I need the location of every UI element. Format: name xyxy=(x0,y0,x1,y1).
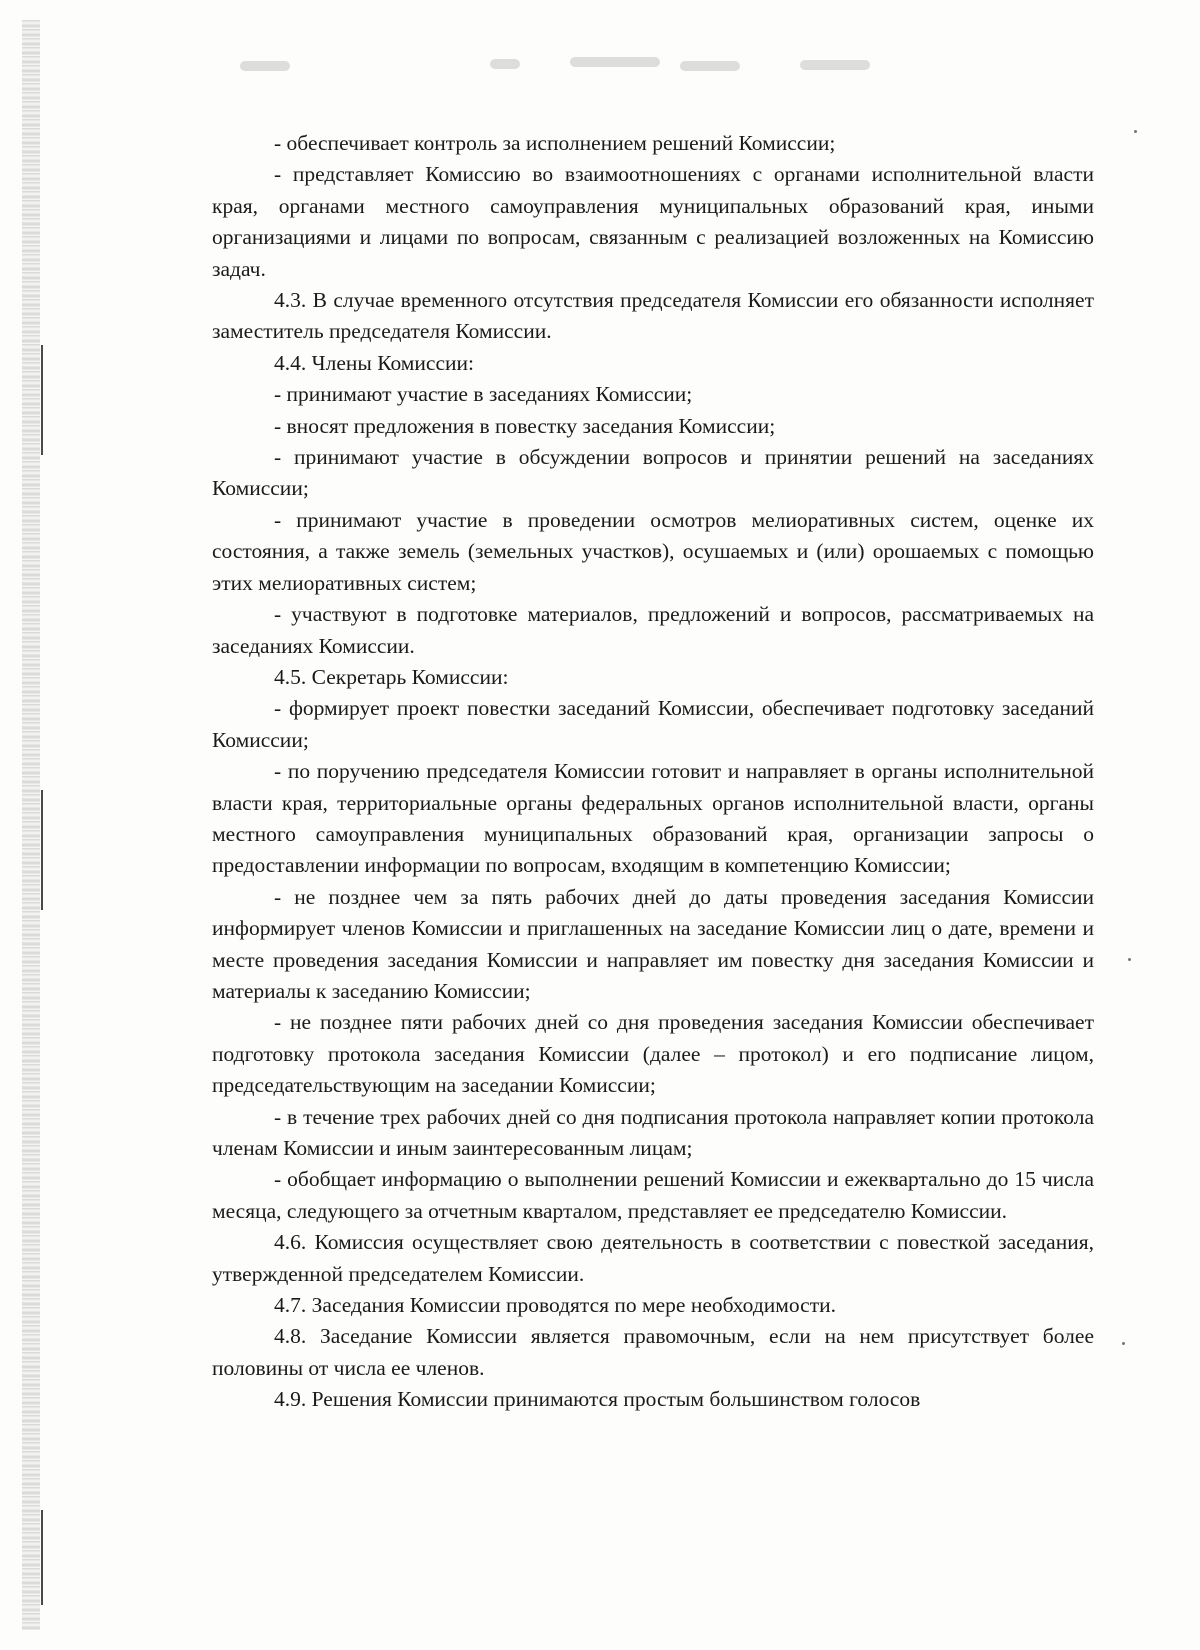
paragraph: 4.4. Члены Комиссии: xyxy=(274,350,474,375)
paragraph: - принимают участие в проведении осмотров мелиоративных систем, оценке их состояния, а также земель (земельных участков), осушаемых и (или) орошаемых с помощью этих мелиоративных систем; xyxy=(212,507,1094,595)
paragraph: 4.6. Комиссия осуществляет свою деятельность в соответствии с повесткой заседания, утвержденной председателем Комиссии. xyxy=(212,1230,1094,1286)
faded-header-smudge xyxy=(240,55,900,77)
paragraph: 4.5. Секретарь Комиссии: xyxy=(274,664,509,689)
paragraph: - представляет Комиссию во взаимоотношениях с органами исполнительной власти края, органами местного самоуправления муниципальных образований края, иными организациями и лицами по вопросам, связанным с реализацией возложенных на Комиссию задач. xyxy=(212,162,1094,281)
paragraph: - в течение трех рабочих дней со дня подписания протокола направляет копии протокола членам Комиссии и иным заинтересованным лицам; xyxy=(212,1104,1094,1160)
paragraph: - не позднее чем за пять рабочих дней до даты проведения заседания Комиссии информирует членов Комиссии и приглашенных на заседание Комиссии лиц о дате, времени и месте проведения заседания Комиссии и направляет им повестку дня заседания Комиссии и материалы к заседанию Комиссии; xyxy=(212,884,1094,1003)
scan-speck xyxy=(1128,958,1131,961)
scan-artifact-line xyxy=(41,790,43,910)
paragraph: - по поручению председателя Комиссии готовит и направляет в органы исполнительной власти края, территориальные органы федеральных органов исполнительной власти, органы местного самоуправления муниципальных образований края, организации запросы о предоставлении информации по вопросам, входящим в компетенцию Комиссии; xyxy=(212,759,1094,878)
scan-artifact-line xyxy=(41,1510,43,1605)
scan-speck xyxy=(1134,130,1137,133)
paragraph: 4.9. Решения Комиссии принимаются простым большинством голосов xyxy=(274,1387,921,1412)
paragraph: 4.8. Заседание Комиссии является правомочным, если на нем присутствует более половины от числа ее членов. xyxy=(212,1324,1094,1380)
paragraph: 4.7. Заседания Комиссии проводятся по мере необходимости. xyxy=(274,1293,836,1318)
paragraph: - принимают участие в обсуждении вопросов и принятии решений на заседаниях Комиссии; xyxy=(212,445,1094,501)
paragraph: - формирует проект повестки заседаний Комиссии, обеспечивает подготовку заседаний Комиссии; xyxy=(212,696,1094,752)
scan-speck xyxy=(1122,1342,1125,1345)
paragraph: - обобщает информацию о выполнении решений Комиссии и ежеквартально до 15 числа месяца, следующего за отчетным кварталом, представляет ее председателю Комиссии. xyxy=(212,1167,1094,1223)
paragraph: - вносят предложения в повестку заседания Комиссии; xyxy=(274,413,776,438)
paragraph: 4.3. В случае временного отсутствия председателя Комиссии его обязанности исполняет заместитель председателя Комиссии. xyxy=(212,288,1094,344)
paragraph: - принимают участие в заседаниях Комиссии; xyxy=(274,382,693,407)
paragraph: - обеспечивает контроль за исполнением решений Комиссии; xyxy=(274,131,836,155)
paragraph: - участвуют в подготовке материалов, предложений и вопросов, рассматриваемых на заседаниях Комиссии. xyxy=(212,602,1094,658)
paragraph: - не позднее пяти рабочих дней со дня проведения заседания Комиссии обеспечивает подготовку протокола заседания Комиссии (далее – протокол) и его подписание лицом, председательствующим на заседании Комиссии; xyxy=(212,1010,1094,1098)
scan-binding-edge xyxy=(22,20,40,1630)
scan-artifact-line xyxy=(41,345,43,455)
document-body xyxy=(212,128,1094,1416)
